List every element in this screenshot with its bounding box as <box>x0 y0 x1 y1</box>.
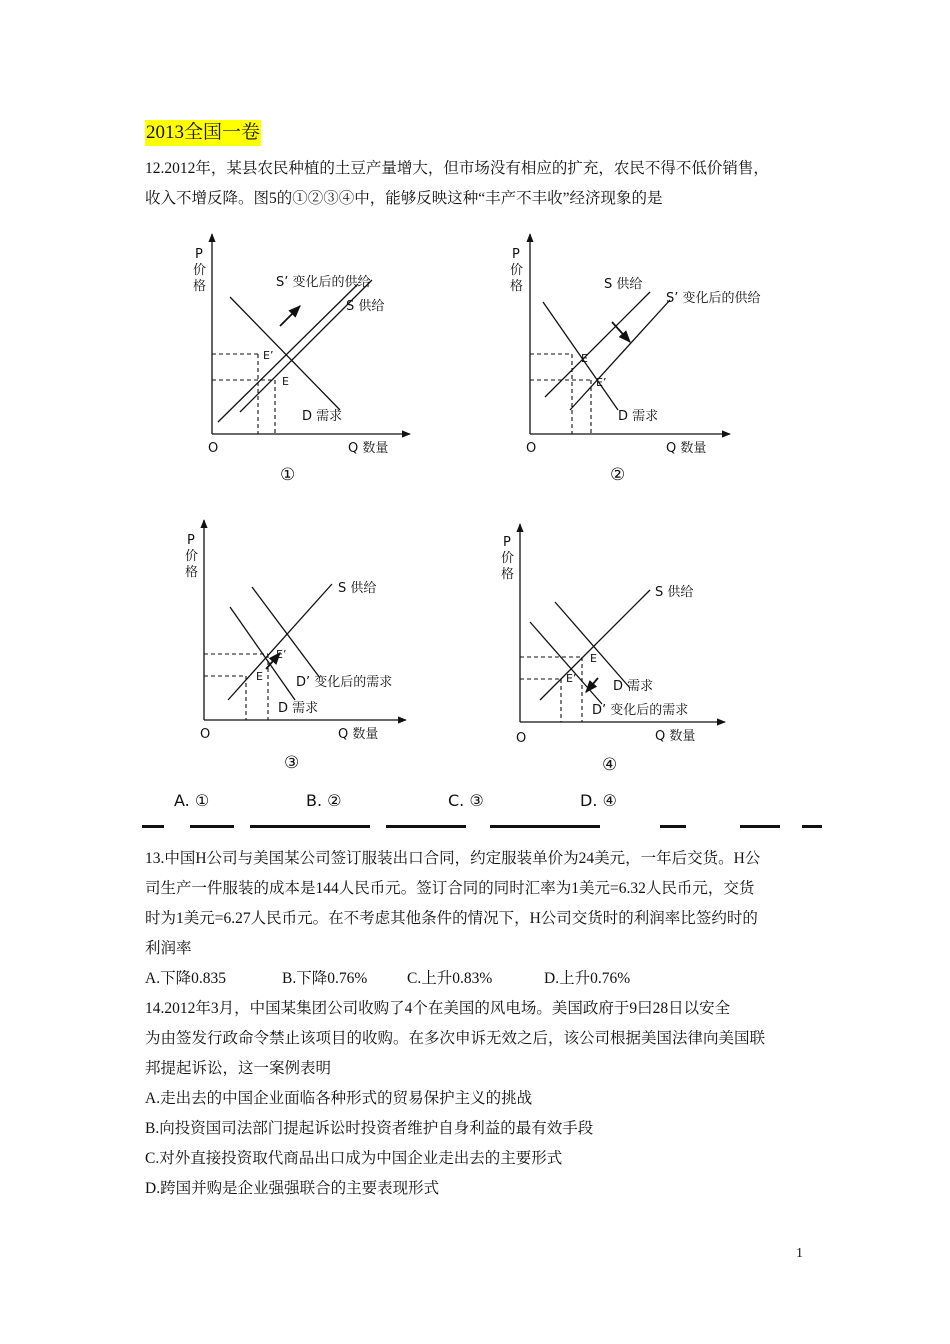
q12-option-c: C. ③ <box>448 791 484 810</box>
graph-1-y-label-p: P <box>195 247 203 262</box>
q14-option-b: B.向投资国司法部门提起诉讼时投资者维护自身利益的最有效手段 <box>145 1120 594 1137</box>
question-12-stem <box>145 154 810 214</box>
graph-1-number: ① <box>280 465 296 485</box>
question-13-line-2: 司生产一件服装的成本是144人民币元。签订合同的同时汇率为1美元=6.32人民币元，交货 <box>145 880 755 897</box>
graph-4-demand-label: D 需求 <box>613 679 654 694</box>
graph-1-y-label-1: 价 <box>193 263 207 278</box>
question-13-line-3: 时为1美元=6.27人民币元。在不考虑其他条件的情况下，H公司交货时的利润率比签约时的 <box>145 910 758 927</box>
q14-option-a: A.走出去的中国企业面临各种形式的贸易保护主义的挑战 <box>145 1090 533 1107</box>
graph-2-shifted-supply-label: S’ 变化后的供给 <box>666 291 761 306</box>
question-13 <box>145 844 810 994</box>
graph-4-point-1: E <box>590 652 597 665</box>
figure-5-supply-demand-graphs <box>140 222 860 822</box>
graph-2-supply-label: S 供给 <box>604 277 643 292</box>
graph-3-shifted-demand-line <box>252 587 320 678</box>
q13-option-a: A.下降0.835 <box>145 970 226 987</box>
graph-4-shift-arrow <box>586 678 598 692</box>
q12-option-a: A. ① <box>174 791 210 810</box>
graph-4-y-label-2: 格 <box>501 567 515 582</box>
q13-option-b: B.下降0.76% <box>282 970 368 987</box>
graph-2-y-label-1: 价 <box>510 263 524 278</box>
q12-option-d: D. ④ <box>580 791 617 810</box>
question-13-line-1: 13.中国H公司与美国某公司签订服装出口合同，约定服装单价为24美元，一年后交货。H公 <box>145 850 761 867</box>
graph-1-shifted-supply-line <box>218 284 358 422</box>
question-14 <box>145 994 810 1204</box>
question-14-line-1: 14.2012年3月，中国某集团公司收购了4个在美国的风电场。美国政府于9曰28日以安全 <box>145 1000 731 1017</box>
graph-3-y-label-2: 格 <box>185 565 199 580</box>
graph-4-y-label-1: 价 <box>501 551 515 566</box>
graph-2-origin: O <box>526 441 537 456</box>
graph-1-supply-label: S 供给 <box>346 299 385 314</box>
graph-4-number: ④ <box>602 755 618 775</box>
question-12-line-1: 12.2012年，某县农民种植的土豆产量增大，但市场没有相应的扩充，农民不得不低价销售， <box>145 160 769 177</box>
graph-3-point-2: E <box>256 670 263 683</box>
graph-4-supply-label: S 供给 <box>655 585 694 600</box>
graph-1 <box>212 234 410 434</box>
question-14-line-3: 邦提起诉讼，这一案例表明 <box>145 1060 332 1077</box>
graph-2-number: ② <box>610 465 626 485</box>
graph-3-supply-label: S 供给 <box>338 581 377 596</box>
cropped-text-strip <box>140 818 830 828</box>
graph-1-point-1: E’ <box>263 349 274 362</box>
graph-2-x-label: Q 数量 <box>666 441 707 456</box>
graph-3-x-label: Q 数量 <box>338 727 379 742</box>
page-number: 1 <box>796 1246 803 1261</box>
q14-option-c: C.对外直接投资取代商品出口成为中国企业走出去的主要形式 <box>145 1150 563 1167</box>
question-12-line-2: 收入不增反降。图5的①②③④中，能够反映这种“丰产不丰收”经济现象的是 <box>145 190 663 207</box>
graph-2 <box>530 234 730 434</box>
graph-2-point-1: E <box>581 352 588 365</box>
graph-1-demand-label: D 需求 <box>302 409 343 424</box>
graph-4-shifted-demand-label: D’ 变化后的需求 <box>592 703 689 718</box>
graph-3-number: ③ <box>284 753 300 773</box>
graph-1-shifted-supply-label: S’ 变化后的供给 <box>276 275 371 290</box>
graph-2-shift-arrow <box>612 322 630 342</box>
graph-1-origin: O <box>208 441 219 456</box>
q13-option-c: C.上升0.83% <box>407 970 493 987</box>
page-title: 2013全国一卷 <box>145 120 261 146</box>
graph-3 <box>204 520 406 720</box>
graph-1-x-label: Q 数量 <box>348 441 389 456</box>
graph-4-point-2: E’ <box>566 672 577 685</box>
graph-4-y-label-p: P <box>503 535 511 550</box>
graph-3-shifted-demand-label: D’ 变化后的需求 <box>296 675 393 690</box>
graph-4-x-label: Q 数量 <box>655 729 696 744</box>
question-13-line-4: 利润率 <box>145 940 192 957</box>
q13-option-d: D.上升0.76% <box>544 970 631 987</box>
graph-3-y-label-1: 价 <box>185 549 199 564</box>
graph-3-demand-label: D 需求 <box>278 701 319 716</box>
graph-3-y-label-p: P <box>187 533 195 548</box>
graph-2-y-label-p: P <box>512 247 520 262</box>
question-13-options <box>145 964 810 994</box>
graph-2-point-2: E’ <box>596 376 607 389</box>
q12-option-b: B. ② <box>306 791 342 810</box>
graph-3-point-1: E’ <box>276 648 287 661</box>
graph-1-y-label-2: 格 <box>193 279 207 294</box>
graph-4-origin: O <box>516 731 527 746</box>
graph-2-demand-label: D 需求 <box>618 409 659 424</box>
graph-1-point-2: E <box>282 375 289 388</box>
q14-option-d: D.跨国并购是企业强强联合的主要表现形式 <box>145 1180 440 1197</box>
question-14-line-2: 为由签发行政命令禁止该项目的收购。在多次申诉无效之后，该公司根据美国法律向美国联 <box>145 1030 766 1047</box>
graph-3-origin: O <box>200 727 211 742</box>
graph-2-y-label-2: 格 <box>510 279 524 294</box>
graph-1-shift-arrow <box>280 306 300 326</box>
